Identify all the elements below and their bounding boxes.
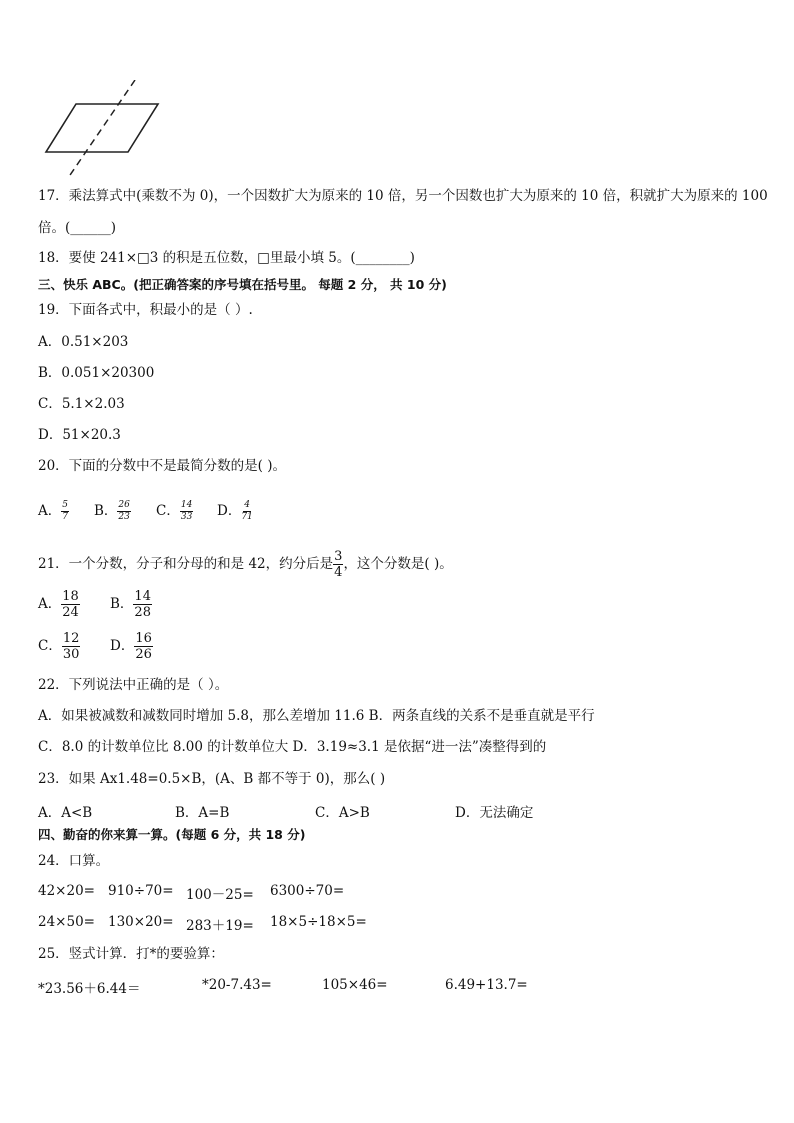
fraction-denominator: 33 [180, 512, 193, 522]
q24-r1-c3: 100－25= [186, 887, 254, 903]
q23-option-a: A．A<B [38, 805, 93, 821]
q21-option-c-label: C． [38, 638, 62, 654]
fraction-numerator: 3 [334, 549, 343, 564]
q21-option-d-fraction [134, 632, 153, 661]
q21-stem-pre: 21．一个分数，分子和分母的和是 42，约分后是 [38, 556, 334, 572]
fraction-denominator: 71 [241, 512, 253, 522]
q20-option-d [217, 499, 253, 522]
q21-option-b-fraction [133, 590, 152, 619]
fraction-numerator: 26 [118, 500, 130, 510]
section-3-title: 三、快乐 ABC。(把正确答案的序号填在括号里。 每题 2 分， 共 10 分) [38, 277, 447, 292]
q20-option-b-label: B． [94, 503, 118, 519]
parallelogram-figure [40, 80, 165, 180]
q17-line2: 倍。(______) [38, 220, 117, 236]
fraction-numerator: 12 [62, 631, 80, 646]
q24-r2-c2: 130×20= [108, 914, 174, 930]
q21-option-c [38, 632, 80, 661]
q20-option-c [156, 499, 193, 522]
q25-item-4: 6.49+13.7= [445, 977, 528, 993]
q20-option-d-label: D． [217, 503, 242, 519]
q21-option-d-label: D． [110, 638, 135, 654]
q21-option-d [110, 632, 153, 661]
section-4-title: 四、勤奋的你来算一算。(每题 6 分，共 18 分) [38, 827, 306, 842]
q19-option-b: B．0.051×20300 [38, 365, 155, 381]
q22-options-line1: A．如果被减数和减数同时增加 5.8，那么差增加 11.6 B．两条直线的关系不是垂直就是平行 [38, 708, 595, 724]
q24-stem: 24．口算。 [38, 853, 110, 869]
q21-stem-fraction [333, 550, 343, 579]
dashed-symmetry-line [68, 80, 135, 178]
q20-option-a [38, 499, 69, 522]
q21-option-a-fraction [61, 590, 80, 619]
q19-stem: 19．下面各式中，积最小的是（ ）. [38, 302, 253, 318]
fraction-denominator: 4 [334, 565, 343, 580]
q20-option-c-fraction [180, 501, 193, 522]
fraction-numerator: 18 [62, 589, 79, 604]
q19-option-c: C．5.1×2.03 [38, 396, 125, 412]
q21-option-a-label: A． [38, 596, 62, 612]
fraction-numerator: 14 [180, 500, 193, 510]
q19-option-d: D．51×20.3 [38, 427, 121, 443]
q19-option-a: A．0.51×203 [38, 334, 129, 350]
q20-option-b-fraction [117, 501, 130, 522]
fraction-denominator: 7 [62, 512, 68, 522]
fraction-denominator: 24 [62, 605, 79, 620]
q21-option-c-fraction [62, 632, 81, 661]
fraction-denominator: 26 [135, 647, 152, 662]
q22-stem: 22．下列说法中正确的是（ ）。 [38, 677, 229, 693]
q24-r1-c2: 910÷70= [108, 883, 174, 899]
q23-stem: 23．如果 Ax1.48=0.5×B，(A、B 都不等于 0)，那么( ) [38, 771, 386, 787]
q25-stem: 25．竖式计算．打*的要验算： [38, 946, 224, 962]
q20-option-c-label: C． [156, 503, 180, 519]
q21-stem [38, 550, 453, 579]
q25-item-2: *20-7.43= [202, 977, 272, 993]
q21-option-b [110, 590, 152, 619]
fraction-numerator: 16 [135, 631, 152, 646]
q24-r1-c1: 42×20= [38, 883, 95, 899]
q23-option-d: D．无法确定 [455, 805, 534, 821]
q20-option-b [94, 499, 131, 522]
q22-options-line2: C．8.0 的计数单位比 8.00 的计数单位大 D．3.19≈3.1 是依据“进一法”凑整得到的 [38, 739, 547, 755]
q24-r1-c4: 6300÷70= [270, 883, 345, 899]
fraction-denominator: 23 [118, 512, 130, 522]
q23-option-b: B．A=B [175, 805, 230, 821]
fraction-numerator: 14 [134, 589, 151, 604]
q25-item-3: 105×46= [322, 977, 388, 993]
q25-item-1: *23.56＋6.44＝ [38, 981, 141, 997]
q24-r2-c4: 18×5÷18×5= [270, 914, 367, 930]
q20-option-a-label: A． [38, 503, 62, 519]
q21-option-a [38, 590, 80, 619]
fraction-numerator: 4 [244, 500, 250, 510]
q23-option-c: C．A>B [315, 805, 370, 821]
q20-option-d-fraction [241, 501, 252, 522]
q20-option-a-fraction [61, 501, 69, 522]
q24-r2-c3: 283＋19= [186, 918, 254, 934]
q24-r2-c1: 24×50= [38, 914, 95, 930]
q20-stem: 20．下面的分数中不是最简分数的是( )。 [38, 458, 287, 474]
q17-line1: 17．乘法算式中(乘数不为 0)，一个因数扩大为原来的 10 倍，另一个因数也扩大为原来的 10 倍，积就扩大为原来的 100 [38, 188, 768, 204]
fraction-numerator: 5 [62, 500, 68, 510]
fraction-denominator: 28 [134, 605, 151, 620]
q21-option-b-label: B． [110, 596, 134, 612]
q21-stem-post: ，这个分数是( )。 [343, 556, 453, 572]
fraction-denominator: 30 [62, 647, 80, 662]
parallelogram-shape [46, 104, 158, 152]
q18-text: 18．要使 241×□3 的积是五位数，□里最小填 5。(________) [38, 250, 415, 266]
